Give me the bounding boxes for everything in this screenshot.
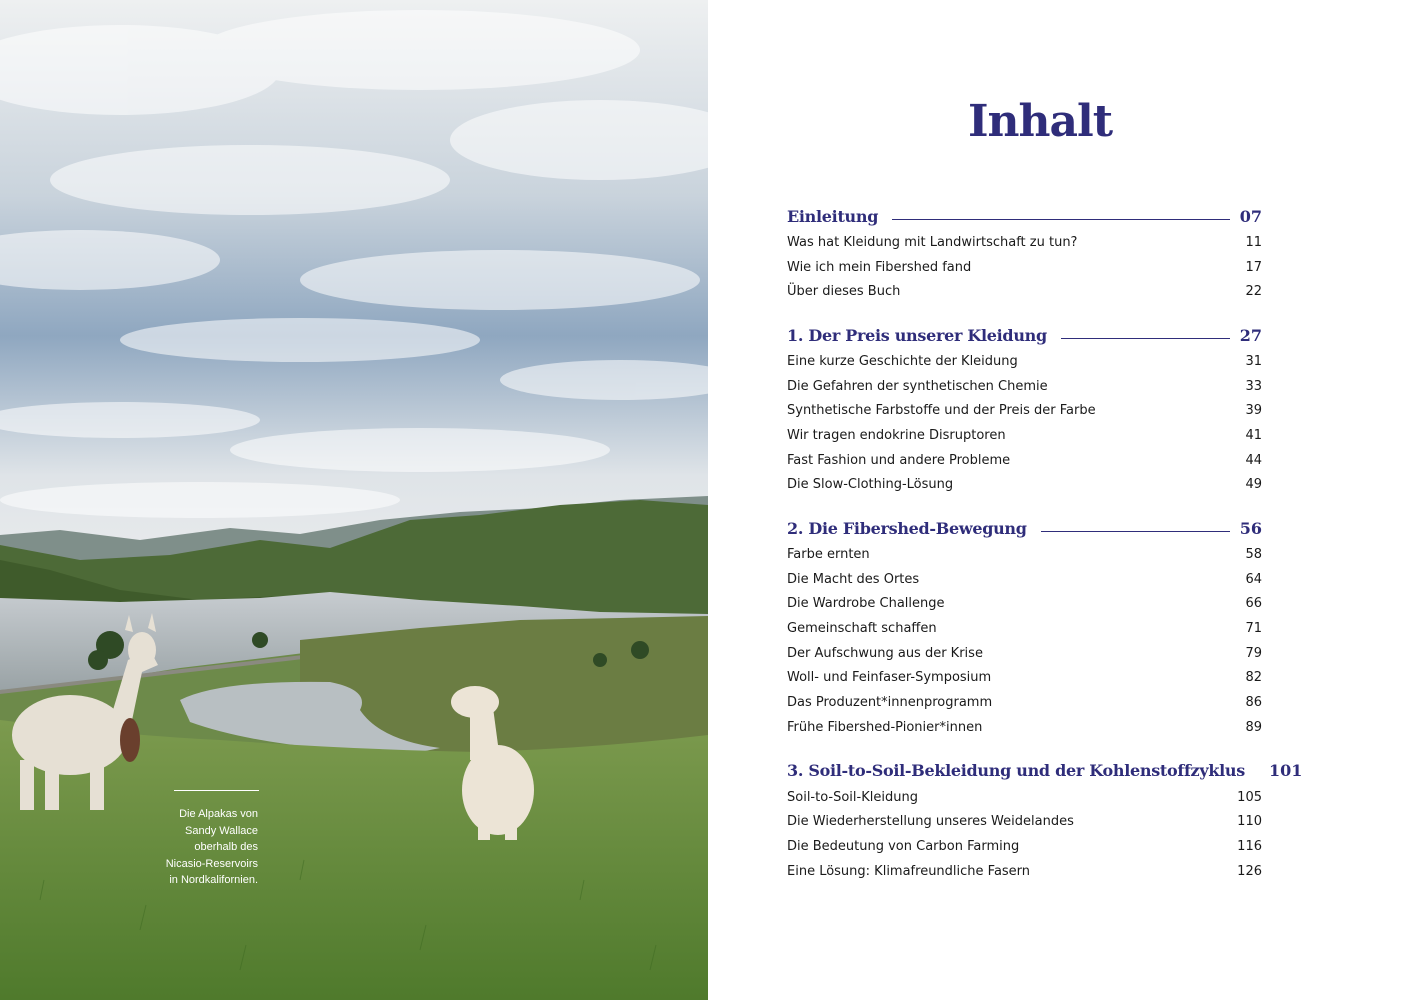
toc-section-heading[interactable] (787, 322, 1262, 348)
section-title: 3. Soil-to-Soil-Bekleidung und der Kohlenstoffzyklus (787, 761, 1245, 781)
section-page-number: 27 (1239, 325, 1262, 345)
toc-entry[interactable] (787, 542, 1262, 567)
toc-entry[interactable] (787, 690, 1262, 715)
entry-title: Soil-to-Soil-Kleidung (787, 789, 918, 805)
toc-section (787, 515, 1262, 740)
entry-title: Die Wardrobe Challenge (787, 596, 945, 612)
entry-title: Wie ich mein Fibershed fand (787, 259, 972, 275)
toc-entry[interactable] (787, 448, 1262, 473)
entry-title: Farbe ernten (787, 547, 870, 563)
toc-entry[interactable] (787, 666, 1262, 691)
toc-entry[interactable] (787, 834, 1262, 859)
section-page-number: 101 (1268, 761, 1303, 781)
entry-page-number: 41 (1245, 427, 1262, 443)
entry-page-number: 116 (1237, 838, 1262, 854)
toc-entry[interactable] (787, 255, 1262, 280)
entry-title: Die Macht des Ortes (787, 571, 920, 587)
section-page-number: 07 (1239, 206, 1262, 226)
entry-page-number: 44 (1245, 452, 1262, 468)
entry-title: Das Produzent*innenprogramm (787, 695, 993, 711)
section-rule (892, 219, 1230, 220)
toc-entry[interactable] (787, 423, 1262, 448)
entry-page-number: 82 (1245, 670, 1262, 686)
toc-entry[interactable] (787, 641, 1262, 666)
entry-page-number: 64 (1245, 571, 1262, 587)
entry-title: Die Bedeutung von Carbon Farming (787, 838, 1020, 854)
toc-page (708, 0, 1417, 1000)
table-of-contents (787, 203, 1303, 901)
entry-title: Die Wiederherstellung unseres Weidelandes (787, 814, 1074, 830)
entry-page-number: 58 (1245, 547, 1262, 563)
photo-page (0, 0, 708, 1000)
toc-section-heading[interactable] (787, 515, 1262, 541)
entry-page-number: 71 (1245, 621, 1262, 637)
entry-page-number: 31 (1245, 353, 1262, 369)
entry-title: Eine kurze Geschichte der Kleidung (787, 353, 1018, 369)
caption-line: in Nordkalifornien. (169, 874, 258, 886)
page-title: Inhalt (967, 96, 1113, 147)
entry-title: Fast Fashion und andere Probleme (787, 452, 1011, 468)
toc-entry[interactable] (787, 349, 1262, 374)
caption-line: Die Alpakas von (179, 808, 258, 820)
entry-page-number: 105 (1237, 789, 1262, 805)
entry-page-number: 110 (1237, 814, 1262, 830)
entry-title: Der Aufschwung aus der Krise (787, 645, 983, 661)
entry-title: Frühe Fibershed-Pionier*innen (787, 719, 983, 735)
toc-entry[interactable] (787, 279, 1262, 304)
entry-page-number: 66 (1245, 596, 1262, 612)
entry-page-number: 86 (1245, 695, 1262, 711)
toc-entry[interactable] (787, 398, 1262, 423)
entry-page-number: 39 (1245, 403, 1262, 419)
entry-title: Was hat Kleidung mit Landwirtschaft zu tun? (787, 234, 1078, 250)
toc-entry[interactable] (787, 809, 1262, 834)
entry-title: Über dieses Buch (787, 284, 901, 300)
toc-entry[interactable] (787, 374, 1262, 399)
entry-title: Eine Lösung: Klimafreundliche Fasern (787, 863, 1031, 879)
entry-page-number: 49 (1245, 477, 1262, 493)
entry-title: Synthetische Farbstoffe und der Preis der Farbe (787, 403, 1096, 419)
section-title: Einleitung (787, 206, 879, 226)
entry-page-number: 126 (1237, 863, 1262, 879)
toc-section-heading[interactable] (787, 758, 1303, 784)
entry-title: Wir tragen endokrine Disruptoren (787, 427, 1006, 443)
section-rule (1041, 531, 1230, 532)
section-title: 1. Der Preis unserer Kleidung (787, 325, 1047, 345)
photo-caption (128, 806, 258, 889)
toc-section-heading[interactable] (787, 203, 1262, 229)
toc-entry[interactable] (787, 859, 1262, 884)
entry-page-number: 33 (1245, 378, 1262, 394)
entry-page-number: 17 (1245, 259, 1262, 275)
entry-page-number: 22 (1245, 284, 1262, 300)
toc-entry[interactable] (787, 473, 1262, 498)
entry-title: Die Gefahren der synthetischen Chemie (787, 378, 1048, 394)
toc-section (787, 322, 1262, 497)
toc-entry[interactable] (787, 592, 1262, 617)
toc-section (787, 758, 1303, 884)
section-title: 2. Die Fibershed-Bewegung (787, 518, 1027, 538)
landscape-photo (0, 0, 708, 1000)
caption-rule (174, 790, 259, 791)
caption-line: Sandy Wallace (185, 824, 258, 837)
entry-title: Die Slow-Clothing-Lösung (787, 477, 954, 493)
toc-section (787, 203, 1262, 304)
entry-title: Woll- und Feinfaser-Symposium (787, 670, 992, 686)
caption-line: Nicasio-Reservoirs (165, 857, 258, 870)
entry-page-number: 11 (1245, 234, 1262, 250)
toc-entry[interactable] (787, 785, 1262, 810)
toc-entry[interactable] (787, 715, 1262, 740)
toc-entry[interactable] (787, 567, 1262, 592)
entry-page-number: 79 (1245, 645, 1262, 661)
toc-entry[interactable] (787, 616, 1262, 641)
section-rule (1061, 338, 1230, 339)
toc-entry[interactable] (787, 230, 1262, 255)
entry-title: Gemeinschaft schaffen (787, 621, 937, 637)
entry-page-number: 89 (1245, 719, 1262, 735)
caption-line: oberhalb des (194, 841, 258, 853)
section-page-number: 56 (1239, 518, 1262, 538)
